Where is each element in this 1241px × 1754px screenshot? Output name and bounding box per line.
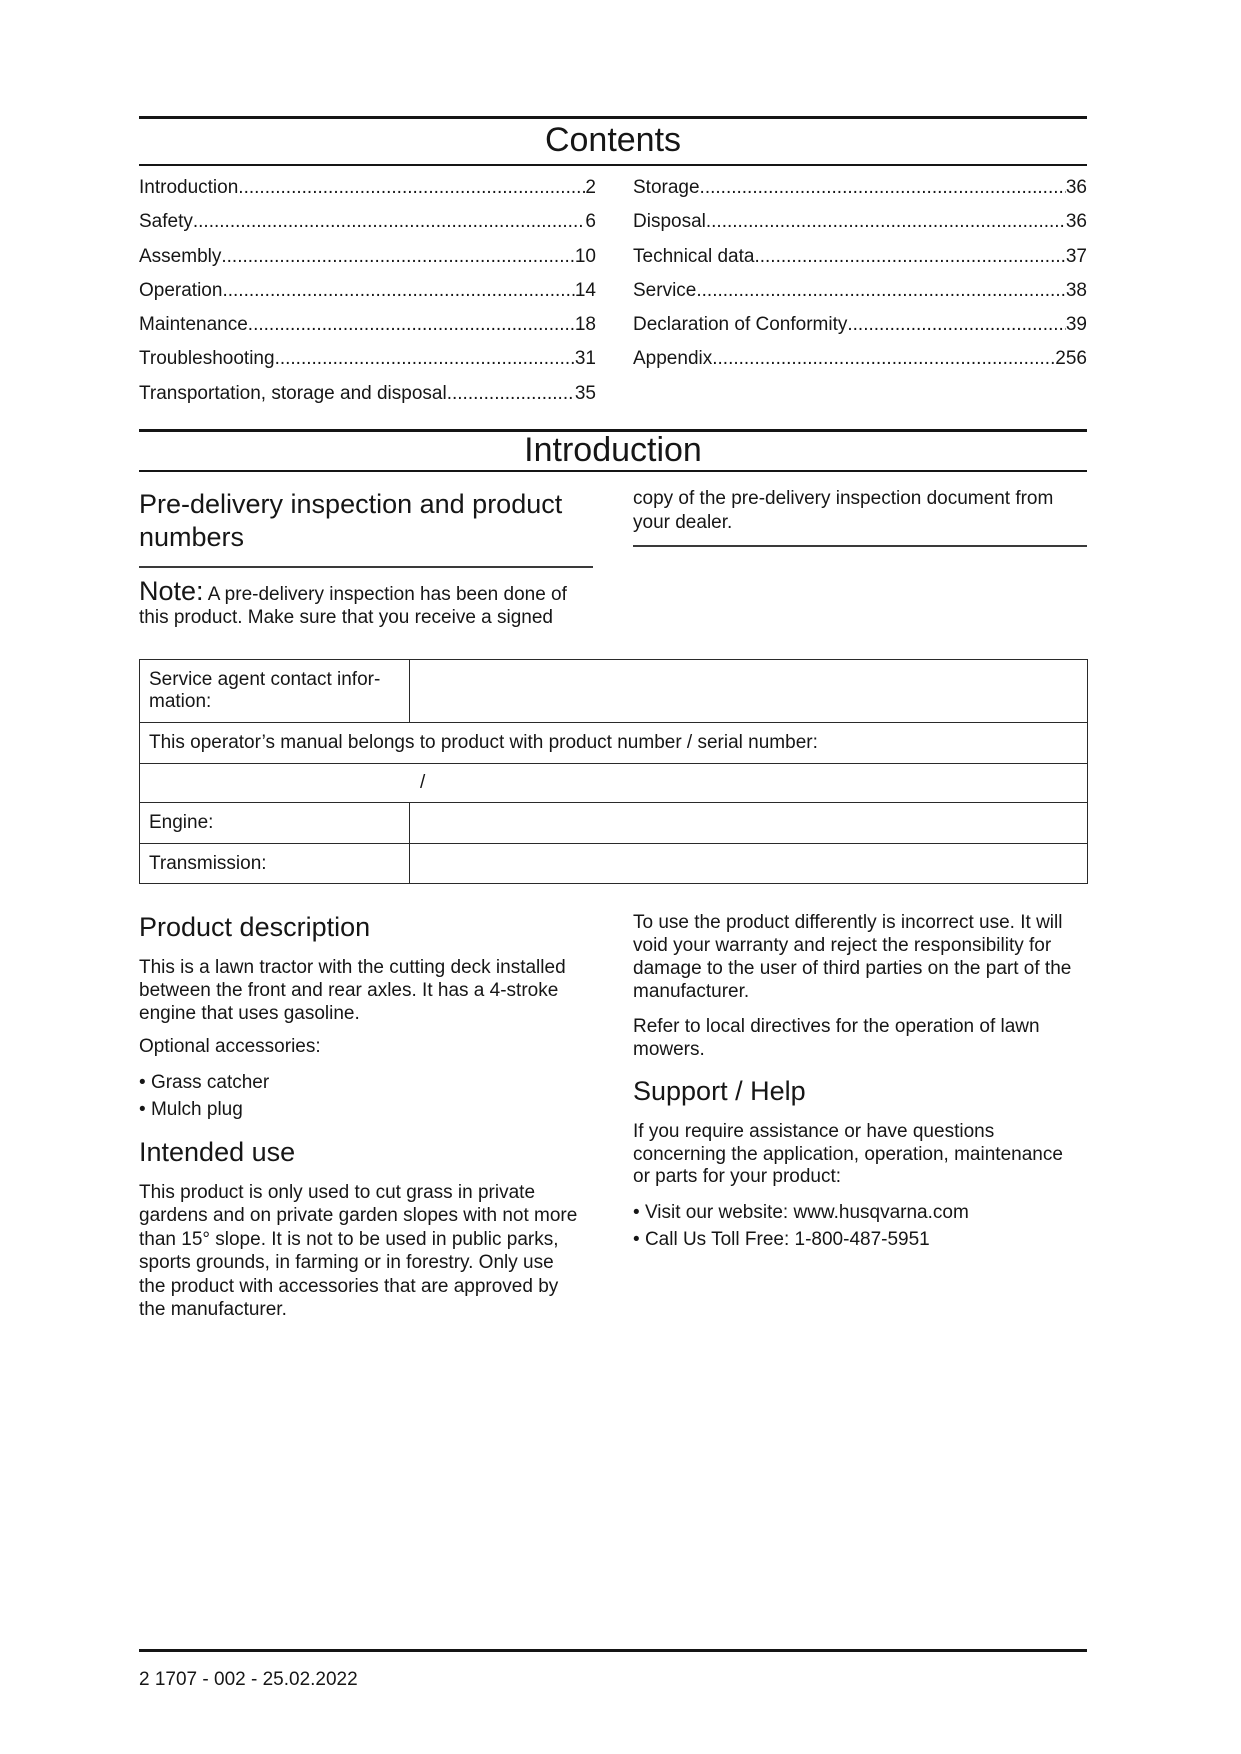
toc-entry-page: 2 [585, 177, 596, 198]
toc-leader [754, 240, 1065, 274]
toc-entry-page: 38 [1065, 279, 1087, 301]
toc-leader [696, 274, 1066, 308]
introduction-bottom-rule [139, 470, 1087, 472]
local-directives-text [633, 1016, 1040, 1061]
toc-entry[interactable] [139, 342, 596, 376]
toc-entry-page: 10 [574, 245, 596, 267]
transmission-label: Transmission: [140, 844, 410, 884]
toc-entry[interactable] [139, 377, 596, 411]
toc-leader [712, 342, 1055, 376]
predelivery-heading-rule [139, 566, 593, 568]
toc-entry[interactable] [633, 171, 1087, 205]
service-agent-value-cell [410, 660, 1088, 723]
toc-entry-page: 6 [585, 211, 596, 233]
note-text: A pre-delivery inspection has been done of [207, 584, 567, 605]
paragraph-line: This is a lawn tractor with the cutting deck installed [139, 957, 566, 978]
note-line [139, 576, 567, 606]
paragraph-line: This product is only used to cut grass in private [139, 1182, 536, 1203]
toc-leader [447, 377, 575, 411]
toc-left-column [139, 171, 596, 411]
support-phone: • Call Us Toll Free: 1-800-487-5951 [633, 1228, 930, 1252]
table-row [140, 764, 1088, 803]
toc-entry-label: Appendix [633, 348, 713, 370]
note-label: Note: [139, 576, 204, 606]
paragraph-line: If you require assistance or have questions [633, 1121, 995, 1142]
toc-leader [700, 171, 1066, 205]
toc-entry-label: Safety [139, 211, 193, 233]
toc-entry[interactable] [139, 171, 596, 205]
ownership-text: This operator’s manual belongs to product with product number / serial number: [140, 723, 1088, 764]
table-row [140, 803, 1088, 844]
intended-use-text [139, 1181, 577, 1321]
accessories-label: Optional accessories: [139, 1036, 321, 1057]
note-end-rule [633, 545, 1087, 547]
toc-entry-page: 14 [574, 279, 596, 301]
toc-entry[interactable] [139, 240, 596, 274]
toc-entry-page: 35 [574, 382, 596, 404]
toc-entry-label: Transportation, storage and disposal [139, 382, 447, 404]
toc-entry-label: Declaration of Conformity [633, 314, 848, 336]
toc-entry[interactable] [633, 274, 1087, 308]
toc-entry-label: Technical data [633, 245, 755, 267]
incorrect-use-text [633, 911, 1071, 1003]
service-agent-label [140, 660, 410, 723]
toc-entry[interactable] [139, 205, 596, 239]
paragraph-line: manufacturer. [633, 981, 750, 1002]
toc-leader [275, 342, 575, 376]
paragraph-line: than 15° slope. It is not to be used in public parks, [139, 1228, 559, 1250]
toc-entry-label: Troubleshooting [139, 348, 275, 370]
page-number: 2 [139, 1669, 150, 1690]
predelivery-heading [139, 488, 562, 554]
contents-top-rule [139, 116, 1087, 119]
paragraph-line: sports grounds, in farming or in forestry. Only use [139, 1252, 554, 1274]
support-heading: Support / Help [633, 1076, 806, 1106]
toc-entry[interactable] [139, 274, 596, 308]
heading-line: numbers [139, 522, 245, 552]
paragraph-line: concerning the application, operation, maintenance [633, 1143, 1063, 1165]
toc-leader [248, 308, 575, 342]
toc-leader [706, 205, 1066, 239]
toc-entry-label: Service [633, 279, 697, 301]
toc-entry-page: 37 [1065, 245, 1087, 267]
toc-entry-page: 31 [574, 348, 596, 370]
product-description-heading: Product description [139, 912, 371, 942]
toc-entry-page: 36 [1065, 211, 1087, 233]
document-reference: 1707 - 002 - 25.02.2022 [154, 1669, 358, 1690]
toc-leader [847, 308, 1065, 342]
number-serial-separator: / [140, 764, 1088, 803]
toc-entry-page: 36 [1065, 177, 1087, 198]
paragraph-line: engine that uses gasoline. [139, 1003, 360, 1024]
introduction-title: Introduction [524, 431, 702, 469]
paragraph-line: or parts for your product: [633, 1166, 842, 1187]
toc-leader [221, 240, 575, 274]
paragraph-line: gardens and on private garden slopes with not more [139, 1205, 578, 1227]
paragraph-line: To use the product differently is incorrect use. It will [633, 912, 1063, 933]
paragraph-line: void your warranty and reject the responsibility for [633, 935, 1052, 956]
toc-leader [222, 274, 574, 308]
list-item: • Mulch plug [139, 1098, 243, 1122]
toc-entry-label: Assembly [139, 245, 222, 267]
engine-label: Engine: [140, 803, 410, 844]
list-item: • Grass catcher [139, 1071, 269, 1095]
product-description-text [139, 956, 566, 1025]
toc-entry[interactable] [633, 205, 1087, 239]
note-line: this product. Make sure that you receive a signed [139, 607, 554, 628]
paragraph-line: mowers. [633, 1038, 705, 1060]
paragraph-line: the product with accessories that are approved by [139, 1275, 559, 1297]
engine-value-cell [410, 803, 1088, 844]
transmission-value-cell [410, 844, 1088, 884]
toc-entry-label: Disposal [633, 211, 706, 233]
table-row [140, 660, 1088, 723]
toc-entry-label: Introduction [139, 177, 239, 198]
toc-entry-label: Maintenance [139, 314, 248, 336]
support-text [633, 1121, 1063, 1189]
note-line: your dealer. [633, 512, 733, 533]
toc-right-column [633, 171, 1087, 377]
toc-entry[interactable] [633, 342, 1087, 376]
label-line: Service agent contact infor- [149, 669, 381, 690]
toc-entry[interactable] [633, 240, 1087, 274]
toc-entry-page: 39 [1065, 314, 1087, 336]
product-info-table [139, 659, 1088, 884]
toc-entry-label: Storage [633, 177, 700, 198]
toc-leader [238, 171, 585, 205]
footer-rule [139, 1649, 1087, 1652]
contents-bottom-rule [139, 164, 1087, 166]
toc-entry-page: 18 [574, 314, 596, 336]
toc-entry[interactable] [139, 308, 596, 342]
toc-entry-label: Operation [139, 279, 223, 301]
table-row [140, 844, 1088, 884]
table-row [140, 723, 1088, 764]
paragraph-line: the manufacturer. [139, 1299, 287, 1321]
contents-title: Contents [544, 121, 682, 159]
paragraph-line: Refer to local directives for the operation of lawn [633, 1016, 1040, 1037]
label-line: mation: [149, 691, 212, 712]
paragraph-line: damage to the user of third parties on the part of the [633, 958, 1072, 979]
support-website: • Visit our website: www.husqvarna.com [633, 1201, 969, 1225]
heading-line: Pre-delivery inspection and product [139, 489, 563, 519]
note-continuation [633, 487, 1053, 535]
intended-use-heading: Intended use [139, 1137, 296, 1167]
paragraph-line: between the front and rear axles. It has a 4-stroke [139, 980, 559, 1001]
footer [139, 1668, 358, 1692]
note-line: copy of the pre-delivery inspection document from [633, 488, 1054, 509]
toc-leader [193, 205, 586, 239]
toc-entry-page: 256 [1055, 348, 1087, 370]
toc-entry[interactable] [633, 308, 1087, 342]
